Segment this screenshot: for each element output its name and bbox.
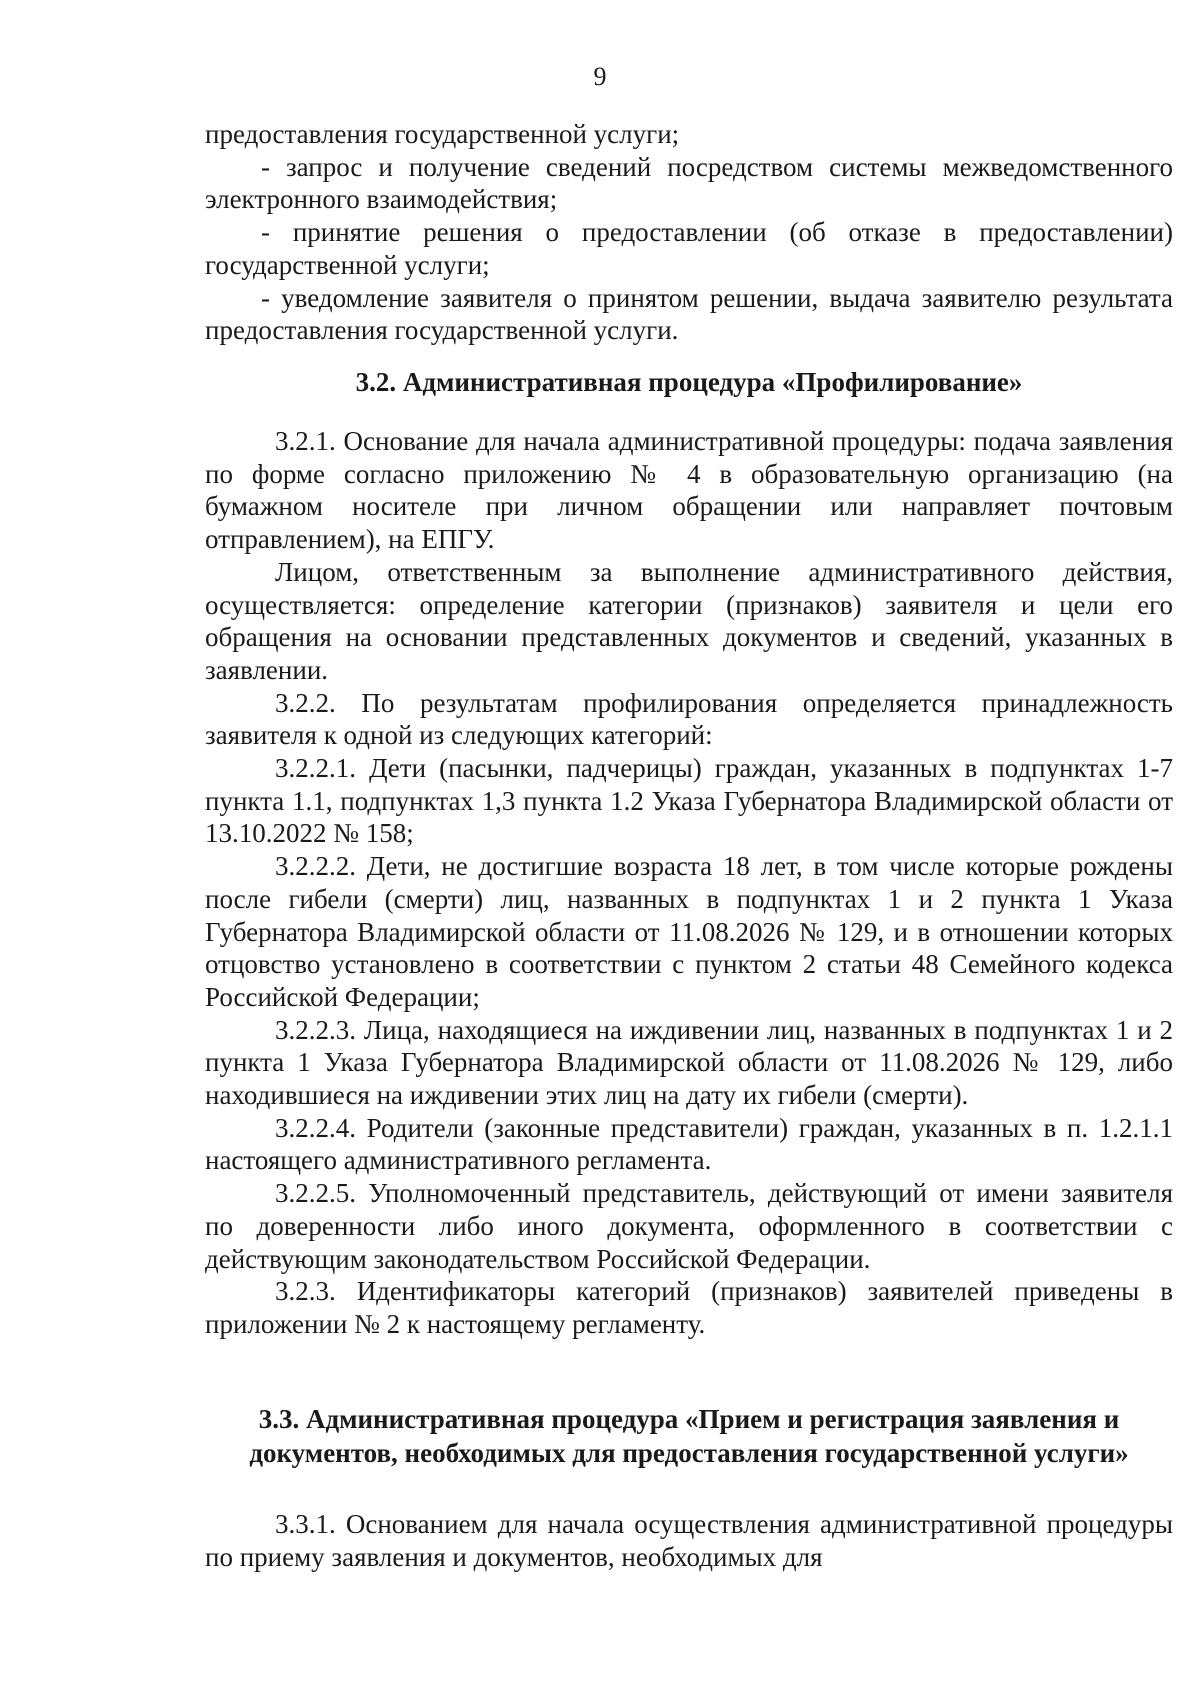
paragraph: 3.2.1. Основание для начала административной процедуры: подача заявления по форме согласно приложению № 4 в образовательную организацию (на бумажном носителе при личном обращении или направляет почтовым отправлением), на ЕПГУ. xyxy=(205,426,1173,555)
paragraph: предоставления государственной услуги; xyxy=(205,119,680,149)
section-heading-3-3 xyxy=(205,1402,1173,1470)
list-item: - принятие решения о предоставлении (об отказе в предоставлении) государственной услуги; xyxy=(205,217,1173,280)
paragraph: 3.2.2.4. Родители (законные представители) граждан, указанных в п. 1.2.1.1 настоящего административного регламента. xyxy=(205,1112,1173,1176)
paragraph: 3.2.2.5. Уполномоченный представитель, действующий от имени заявителя по доверенности либо иного документа, оформленного в соответствии с действующим законодательством Российской Федерации. xyxy=(205,1178,1173,1274)
paragraph: 3.2.2.2. Дети, не достигшие возраста 18 лет, в том числе которые рождены после гибели (смерти) лиц, названных в подпунктах 1 и 2 пункта 1 Указа Губернатора Владимирской области от 11.08.2026 № 129, и в отношении которых отцовство установлено в соответствии с пунктом 2 статьи 48 Семейного кодекса Российской Федерации; xyxy=(205,851,1173,1012)
paragraph: 3.2.2.3. Лица, находящиеся на иждивении лиц, названных в подпунктах 1 и 2 пункта 1 Указа Губернатора Владимирской области от 11.08.2026 № 129, либо находившиеся на иждивении этих лиц на дату их гибели (смерти). xyxy=(205,1014,1173,1111)
section-3-3-body xyxy=(205,1508,1173,1573)
section-heading-line: документов, необходимых для предоставления государственной услуги» xyxy=(249,1438,1129,1468)
paragraph: 3.2.2.1. Дети (пасынки, падчерицы) граждан, указанных в подпунктах 1-7 пункта 1.1, подпунктах 1,3 пункта 1.2 Указа Губернатора Владимирской области от 13.10.2022 № 158; xyxy=(205,753,1173,849)
paragraph: 3.2.3. Идентификаторы категорий (признаков) заявителей приведены в приложении № 2 к настоящему регламенту. xyxy=(205,1276,1173,1339)
list-item: - уведомление заявителя о принятом решении, выдача заявителю результата предоставления государственной услуги. xyxy=(205,282,1173,346)
section-3-2-body xyxy=(205,425,1173,1341)
paragraph: Лицом, ответственным за выполнение административного действия, осуществляется: определение категории (признаков) заявителя и цели его обращения на основании представленных документов и сведений, указанных в заявлении. xyxy=(205,556,1173,685)
list-item: - запрос и получение сведений посредством системы межведомственного электронного взаимодействия; xyxy=(205,151,1173,215)
section-heading-line: 3.3. Административная процедура «Прием и регистрация заявления и xyxy=(258,1404,1120,1434)
section-heading-3-2: 3.2. Административная процедура «Профилирование» xyxy=(355,367,1023,397)
top-list-block xyxy=(205,118,1173,347)
paragraph: 3.2.2. По результатам профилирования определяется принадлежность заявителя к одной из следующих категорий: xyxy=(205,687,1173,751)
page-number: 9 xyxy=(593,62,607,91)
paragraph: 3.3.1. Основанием для начала осуществления административной процедуры по приему заявления и документов, необходимых для xyxy=(205,1509,1173,1572)
